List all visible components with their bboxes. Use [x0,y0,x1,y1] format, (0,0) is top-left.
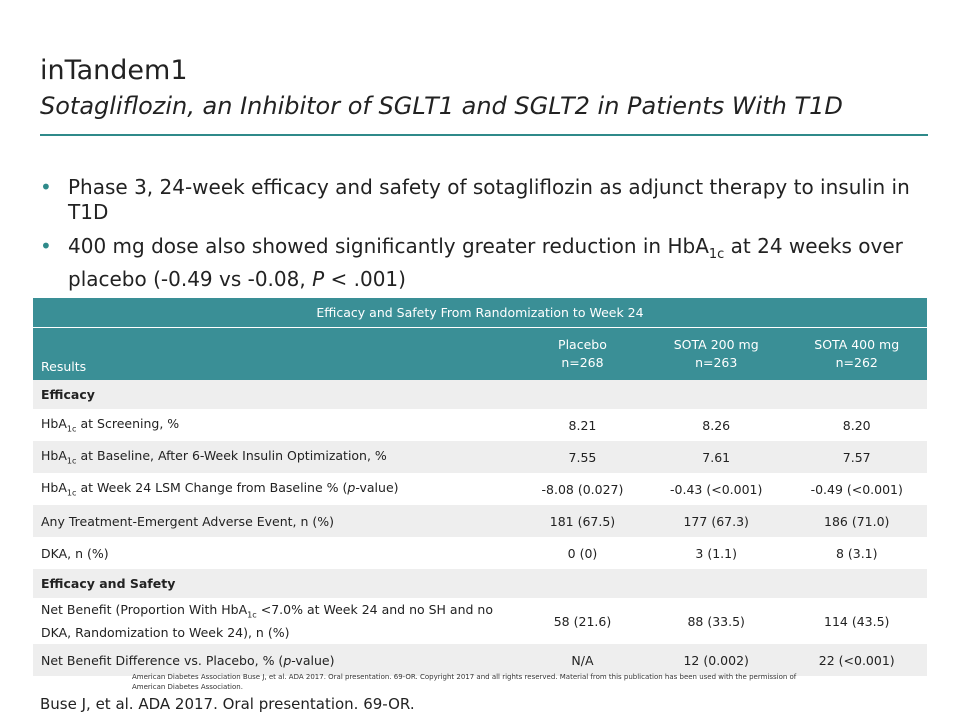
cell-value: 58 (21.6) [519,598,646,644]
slide-subtitle: Sotagliflozin, an Inhibitor of SGLT1 and SGLT2 in Patients With T1D [40,92,843,120]
table-row [33,441,927,473]
row-label: DKA, n (%) [33,537,519,569]
row-label: Any Treatment-Emergent Adverse Event, n (%) [33,505,519,537]
row-label: HbA$_{1c}$ at Screening, % [33,409,519,441]
results-header: Results [33,328,519,381]
cell-value: 186 (71.0) [786,505,927,537]
cell-value: 114 (43.5) [786,598,927,644]
slide-title: inTandem1 [40,55,188,86]
bullet-list [40,175,920,301]
row-label: HbA$_{1c}$ at Baseline, After 6-Week Insulin Optimization, % [33,441,519,473]
column-header-sota200: SOTA 200 mg n=263 [646,328,787,381]
table-header-row [33,328,927,381]
table-row [33,598,927,644]
cell-value: 88 (33.5) [646,598,787,644]
cell-value: 12 (0.002) [646,644,787,676]
cell-value: 3 (1.1) [646,537,787,569]
cell-value: 8 (3.1) [786,537,927,569]
cell-value: 177 (67.3) [646,505,787,537]
column-header-sota400: SOTA 400 mg n=262 [786,328,927,381]
cell-value: -0.43 (<0.001) [646,473,787,505]
cell-value: 7.55 [519,441,646,473]
row-label: HbA$_{1c}$ at Week 24 LSM Change from Baseline % (p-value) [33,473,519,505]
results-table [33,298,927,676]
cell-value: 8.20 [786,409,927,441]
copyright-notice: American Diabetes Association Buse J, et al. ADA 2017. Oral presentation. 69-OR. Copyright 2017 and all rights reserved. Material from this publication has been used with the permission of American Diabetes Association. [132,673,797,691]
table-caption: Efficacy and Safety From Randomization to Week 24 [33,298,927,328]
bullet-item [40,175,920,225]
cell-value: 8.21 [519,409,646,441]
cell-value: 8.26 [646,409,787,441]
cell-value: 181 (67.5) [519,505,646,537]
footer-citation: Buse J, et al. ADA 2017. Oral presentation. 69-OR. [40,695,415,713]
table-row [33,409,927,441]
row-label: Net Benefit Difference vs. Placebo, % (p-value) [33,644,519,676]
bullet-item [40,234,920,292]
table-caption-row [33,298,927,328]
section-label: Efficacy [33,380,927,409]
section-label: Efficacy and Safety [33,569,927,598]
cell-value: 7.57 [786,441,927,473]
bullet-dot-icon: • [40,175,52,199]
cell-value: 22 (<0.001) [786,644,927,676]
bullet-text: Phase 3, 24-week efficacy and safety of sotagliflozin as adjunct therapy to insulin in T1D [68,175,910,224]
title-divider [40,134,928,136]
table-row [33,473,927,505]
bullet-dot-icon: • [40,234,52,258]
table-row [33,537,927,569]
section-row [33,380,927,409]
column-header-placebo: Placebo n=268 [519,328,646,381]
cell-value: 7.61 [646,441,787,473]
cell-value: -8.08 (0.027) [519,473,646,505]
section-row [33,569,927,598]
cell-value: N/A [519,644,646,676]
bullet-text: 400 mg dose also showed significantly greater reduction in HbA$_{1c}$ at 24 weeks over placebo (-0.49 vs -0.08, P < .001) [68,234,903,291]
cell-value: -0.49 (<0.001) [786,473,927,505]
table-row [33,505,927,537]
row-label: Net Benefit (Proportion With HbA$_{1c}$ <7.0% at Week 24 and no SH and no DKA, Randomization to Week 24), n (%) [33,598,519,644]
cell-value: 0 (0) [519,537,646,569]
